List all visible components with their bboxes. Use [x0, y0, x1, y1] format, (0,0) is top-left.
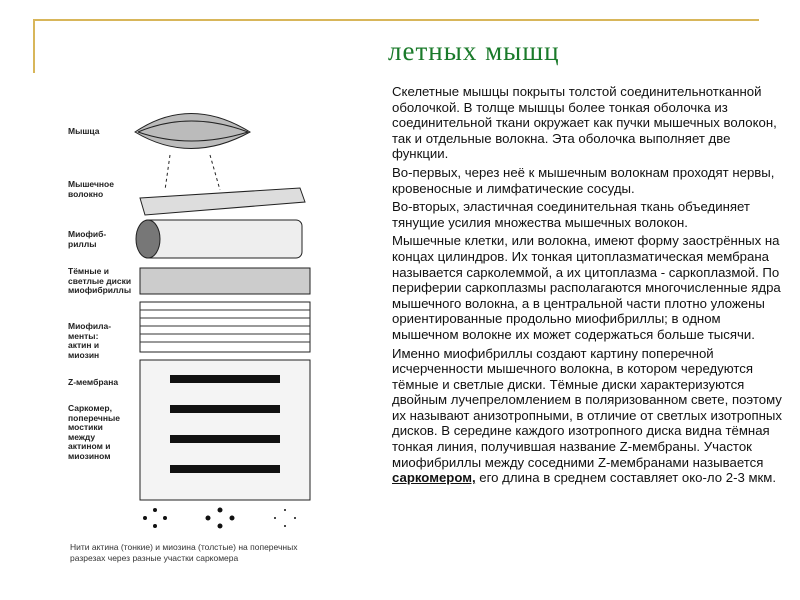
dark-light-discs [140, 268, 310, 294]
label-muscle-fiber: Мышечное волокно [68, 179, 114, 199]
label-muscle: Мышца [68, 126, 100, 136]
muscle-shape [135, 114, 250, 149]
slide-title: летных мышц [388, 36, 560, 66]
term-sarcomere: саркомером, [392, 470, 476, 486]
figure-caption: Нити актина (тонкие) и миозина (толстые) на поперечных разрезах через разные участки саркомера [70, 542, 298, 563]
paragraph: Скелетные мышцы покрыты толстой соединительнотканной оболочкой. В толще мышцы более тонкая оболочка из соединительной ткани окружает как пучки мышечных волокон, так и отдельные волокна. Эта оболочка выполняет две функции. [392, 84, 777, 162]
text-run: его длина в среднем составляет око-ло 2-3 мкм. [475, 470, 777, 486]
accent-line-horizontal [33, 19, 759, 21]
label-z-membrane: Z-мембрана [68, 377, 119, 387]
paragraph [392, 346, 784, 486]
paragraph: Во-первых, через неё к мышечным волокнам проходят нервы, кровеносные и лимфатические сосуды. [392, 164, 775, 196]
paragraph: Во-вторых, эластичная соединительная ткань объединяет тянущие усилия множества мышечных волокон. [392, 199, 750, 230]
label-discs: Тёмные и светлые диски миофибриллы [68, 266, 132, 295]
myofibrils [142, 220, 302, 258]
label-sarcomere: Саркомер, поперечные мостики между актином и миозином [68, 403, 120, 461]
body-text [392, 84, 784, 489]
muscle-fiber [140, 188, 305, 215]
accent-line-vertical [33, 19, 35, 73]
paragraph: Мышечные клетки, или волокна, имеют форму заострённых на концах цилиндров. Их тонкая цитоплазматическая мембрана называется сарколеммой, а их цитоплазма - саркоплазмой. По периферии саркоплазмы располагаются многочисленные ядра мышечного волокна, а в центральной части плотно уложены ориентированные продольно миофибриллы; в одном мышечном волокне их может содержаться больше тысячи. [392, 233, 781, 342]
label-myofibrils: Миофиб-риллы [68, 229, 107, 249]
text-run: Именно миофибриллы создают картину поперечной исчерченности мышечного волокна, в котором чередуются тёмные и светлые диски. Тёмные диски характеризуются двойным лучепреломлением в поляризованном свете, поэтому их называют анизотропными, в отличие от светлых изотропных дисков. В середине каждого изотропного диска видна тёмная тонкая линия, получившая название Z-мембраны. Участок миофибриллы между соседними Z-мембранами называется [392, 345, 782, 470]
muscle-structure-illustration [60, 70, 330, 540]
label-myofilaments: Миофила-менты: актин и миозин [68, 321, 112, 360]
